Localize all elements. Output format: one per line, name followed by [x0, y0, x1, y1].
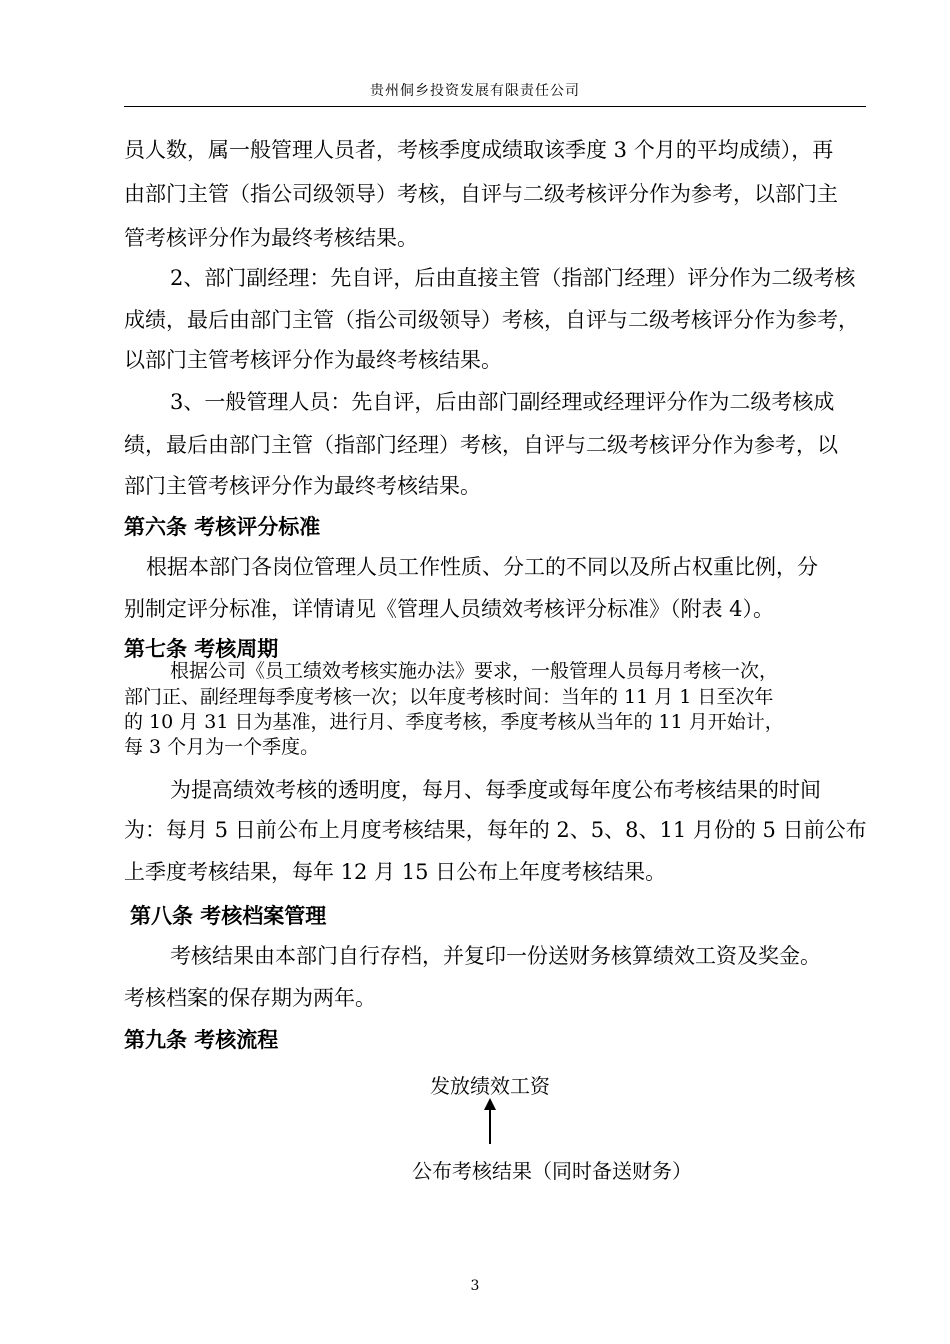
paragraph-line: 由部门主管（指公司级领导）考核，自评与二级考核评分作为参考，以部门主 — [124, 182, 838, 206]
article-6-heading: 第六条 考核评分标准 — [124, 514, 321, 539]
paragraph-line: 根据公司《员工绩效考核实施办法》要求，一般管理人员每月考核一次， — [170, 660, 779, 682]
paragraph-line: 为：每月 5 日前公布上月度考核结果，每年的 2、5、8、11 月份的 5 日前公布 — [124, 818, 867, 842]
paragraph-line: 考核结果由本部门自行存档，并复印一份送财务核算绩效工资及奖金。 — [170, 944, 821, 968]
article-7-heading: 第七条 考核周期 — [124, 636, 279, 661]
paragraph-line: 根据本部门各岗位管理人员工作性质、分工的不同以及所占权重比例，分 — [146, 555, 818, 579]
page-header: 贵州侗乡投资发展有限责任公司 — [370, 83, 580, 99]
paragraph-line: 上季度考核结果，每年 12 月 15 日公布上年度考核结果。 — [124, 860, 667, 884]
paragraph-line: 每 3 个月为一个季度。 — [124, 736, 320, 758]
paragraph-line: 为提高绩效考核的透明度，每月、每季度或每年度公布考核结果的时间 — [170, 778, 821, 802]
paragraph-line: 3、一般管理人员：先自评，后由部门副经理或经理评分作为二级考核成 — [170, 390, 835, 414]
paragraph-line: 2、部门副经理：先自评，后由直接主管（指部门经理）评分作为二级考核 — [170, 266, 856, 290]
paragraph-line: 以部门主管考核评分作为最终考核结果。 — [124, 348, 502, 372]
paragraph-line: 管考核评分作为最终考核结果。 — [124, 226, 418, 250]
header-rule — [124, 106, 866, 107]
paragraph-line: 部门主管考核评分作为最终考核结果。 — [124, 474, 481, 498]
flow-step-pay: 发放绩效工资 — [430, 1074, 550, 1098]
paragraph-line: 成绩，最后由部门主管（指公司级领导）考核，自评与二级考核评分作为参考， — [124, 308, 859, 332]
article-9-heading: 第九条 考核流程 — [124, 1027, 279, 1052]
flow-step-publish: 公布考核结果（同时备送财务） — [412, 1159, 692, 1183]
paragraph-line: 别制定评分标准，详情请见《管理人员绩效考核评分标准》（附表 4）。 — [124, 597, 775, 621]
paragraph-line: 考核档案的保存期为两年。 — [124, 986, 376, 1010]
flow-arrow-up-icon — [480, 1098, 500, 1144]
paragraph-line: 的 10 月 31 日为基准，进行月、季度考核，季度考核从当年的 11 月开始计， — [124, 711, 784, 733]
page-number: 3 — [470, 1278, 480, 1294]
paragraph-line: 部门正、副经理每季度考核一次；以年度考核时间：当年的 11 月 1 日至次年 — [124, 686, 774, 708]
paragraph-line: 绩，最后由部门主管（指部门经理）考核，自评与二级考核评分作为参考，以 — [124, 433, 838, 457]
paragraph-line: 员人数，属一般管理人员者，考核季度成绩取该季度 3 个月的平均成绩），再 — [124, 138, 834, 162]
article-8-heading: 第八条 考核档案管理 — [130, 903, 327, 928]
